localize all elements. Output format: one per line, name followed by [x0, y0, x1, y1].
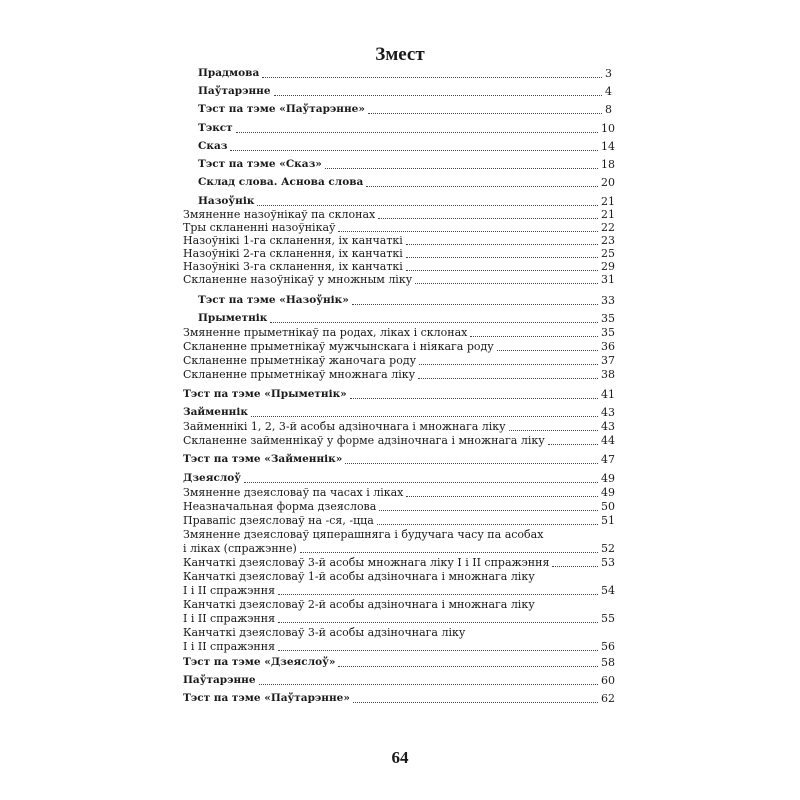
- toc-entry-page: 58: [601, 656, 615, 669]
- dot-leader: [278, 649, 598, 651]
- toc-entry[interactable]: [183, 640, 615, 653]
- dot-leader: [270, 321, 598, 323]
- toc-entry[interactable]: [198, 312, 615, 325]
- toc-entry-label: I і II спражэння: [183, 612, 276, 625]
- dot-leader: [406, 256, 598, 258]
- toc-entry-label: Скланенне назоўнікаў у множным ліку: [183, 273, 413, 286]
- toc-entry-label: Прадмова: [198, 67, 260, 79]
- toc-entry-label: Правапіс дзеясловаў на -ся, -цца: [183, 514, 374, 527]
- dot-leader: [274, 94, 602, 96]
- dot-leader: [470, 335, 598, 337]
- toc-entry-page: 25: [601, 247, 615, 260]
- toc-entry-page: 21: [601, 195, 615, 208]
- dot-leader: [350, 397, 598, 399]
- toc-entry-page: 44: [601, 434, 615, 447]
- toc-entry[interactable]: [183, 354, 615, 367]
- dot-leader: [338, 230, 598, 232]
- toc-entry-label: Назоўнікі 2-га скланення, іх канчаткі: [183, 247, 403, 260]
- toc-entry[interactable]: [198, 103, 612, 116]
- dot-leader: [259, 683, 598, 685]
- dot-leader: [353, 701, 598, 703]
- toc-entry-label: Назоўнік: [198, 195, 255, 207]
- toc-entry-page: 47: [601, 453, 615, 466]
- toc-entry-page: 21: [601, 208, 615, 221]
- toc-entry-page: 38: [601, 368, 615, 381]
- dot-leader: [406, 269, 598, 271]
- toc-entry-label: Паўтарэнне: [198, 85, 271, 97]
- toc-entry[interactable]: [198, 176, 615, 189]
- toc-entry[interactable]: [183, 208, 615, 221]
- toc-entry-page: 10: [601, 122, 615, 135]
- toc-entry-label: I і II спражэння: [183, 640, 276, 653]
- toc-entry-page: 14: [601, 140, 615, 153]
- toc-entry[interactable]: [183, 234, 615, 247]
- dot-leader: [509, 429, 598, 431]
- dot-leader: [230, 149, 598, 151]
- toc-entry[interactable]: [183, 556, 615, 569]
- toc-entry-page: 33: [601, 294, 615, 307]
- toc-entry-label: Скланенне прыметнікаў множнага ліку: [183, 368, 416, 381]
- dot-leader: [497, 349, 598, 351]
- toc-entry-page: 29: [601, 260, 615, 273]
- toc-entry[interactable]: [183, 692, 615, 705]
- toc-entry[interactable]: [183, 368, 615, 381]
- dot-leader: [368, 112, 602, 114]
- dot-leader: [251, 415, 598, 417]
- toc-entry-label: Змяненне назоўнікаў па склонах: [183, 208, 376, 221]
- dot-leader: [257, 204, 598, 206]
- toc-entry[interactable]: [198, 195, 615, 208]
- toc-entry[interactable]: [183, 434, 615, 447]
- dot-leader: [378, 217, 598, 219]
- page-title: Змест: [375, 44, 425, 65]
- dot-leader: [262, 76, 602, 78]
- toc-entry[interactable]: [183, 388, 615, 401]
- dot-leader: [418, 377, 598, 379]
- toc-entry[interactable]: [198, 140, 615, 153]
- toc-entry[interactable]: [183, 453, 615, 466]
- toc-entry-label-line1: Канчаткі дзеясловаў 3-й асобы адзіночнага ліку: [183, 626, 466, 639]
- page-number: 64: [391, 748, 409, 767]
- toc-entry-label: Назоўнікі 3-га скланення, іх канчаткі: [183, 260, 403, 273]
- toc-entry[interactable]: [183, 584, 615, 597]
- toc-entry[interactable]: [183, 260, 615, 273]
- toc-entry-page: 56: [601, 640, 615, 653]
- dot-leader: [236, 131, 598, 133]
- dot-leader: [345, 462, 598, 464]
- toc-entry-page: 55: [601, 612, 615, 625]
- dot-leader: [406, 495, 598, 497]
- dot-leader: [415, 282, 598, 284]
- toc-entry[interactable]: [198, 85, 612, 98]
- toc-entry-page: 37: [601, 354, 615, 367]
- toc-entry[interactable]: [183, 326, 615, 339]
- toc-entry-label: I і II спражэння: [183, 584, 276, 597]
- toc-entry[interactable]: [198, 294, 615, 307]
- toc-entry-page: 51: [601, 514, 615, 527]
- toc-entry-label: Тэст па тэме «Прыметнік»: [183, 388, 347, 400]
- toc-entry-page: 35: [601, 312, 615, 325]
- toc-entry-label: Паўтарэнне: [183, 674, 256, 686]
- toc-entry-label-line1: Канчаткі дзеясловаў 1-й асобы адзіночнага і множнага ліку: [183, 570, 535, 583]
- toc-entry[interactable]: [183, 612, 615, 625]
- toc-entry-page: 8: [605, 103, 612, 116]
- toc-entry-label: Займеннік: [183, 406, 248, 418]
- toc-entry-label: Тэст па тэме «Дзеяслоў»: [183, 656, 336, 668]
- toc-entry-page: 4: [605, 85, 612, 98]
- table-of-contents: [0, 66, 800, 716]
- toc-entry[interactable]: [198, 122, 615, 135]
- toc-entry[interactable]: [198, 158, 615, 171]
- toc-entry-page: 53: [601, 556, 615, 569]
- dot-leader: [419, 363, 598, 365]
- toc-entry[interactable]: [183, 273, 615, 286]
- dot-leader: [338, 665, 598, 667]
- toc-entry[interactable]: [198, 67, 612, 80]
- dot-leader: [379, 509, 598, 511]
- toc-entry-label: Сказ: [198, 140, 228, 152]
- toc-entry-page: 60: [601, 674, 615, 687]
- toc-entry-page: 54: [601, 584, 615, 597]
- toc-entry-page: 20: [601, 176, 615, 189]
- toc-entry[interactable]: [183, 514, 615, 527]
- toc-entry-page: 31: [601, 273, 615, 286]
- toc-entry-page: 36: [601, 340, 615, 353]
- dot-leader: [325, 167, 598, 169]
- toc-entry-label: Тэкст: [198, 122, 233, 134]
- dot-leader: [552, 565, 598, 567]
- toc-entry[interactable]: [183, 542, 615, 555]
- toc-entry[interactable]: [183, 406, 615, 419]
- dot-leader: [300, 551, 598, 553]
- toc-entry[interactable]: [183, 247, 615, 260]
- toc-entry-label: Дзеяслоў: [183, 472, 241, 484]
- toc-entry-label: Тры скланенні назоўнікаў: [183, 221, 336, 234]
- toc-entry[interactable]: [183, 674, 615, 687]
- dot-leader: [377, 523, 598, 525]
- toc-entry-label: Назоўнікі 1-га скланення, іх канчаткі: [183, 234, 403, 247]
- toc-entry-label: Тэст па тэме «Паўтарэнне»: [198, 103, 365, 115]
- dot-leader: [244, 481, 598, 483]
- toc-entry[interactable]: [183, 340, 615, 353]
- toc-entry-label: Тэст па тэме «Займеннік»: [183, 453, 343, 465]
- toc-entry-page: 18: [601, 158, 615, 171]
- toc-entry-page: 23: [601, 234, 615, 247]
- toc-entry-label-line1: Змяненне дзеясловаў цяперашняга і будучага часу па асобах: [183, 528, 544, 541]
- toc-entry-page: 50: [601, 500, 615, 513]
- toc-entry-label-line1: Канчаткі дзеясловаў 2-й асобы адзіночнага і множнага ліку: [183, 598, 535, 611]
- toc-entry-label: Змяненне дзеясловаў па часах і ліках: [183, 486, 404, 499]
- toc-entry-page: 41: [601, 388, 615, 401]
- toc-entry-label: Скланенне прыметнікаў мужчынскага і ніякага роду: [183, 340, 494, 353]
- toc-entry-label: Склад слова. Аснова слова: [198, 176, 364, 188]
- toc-entry[interactable]: [183, 486, 615, 499]
- dot-leader: [366, 185, 598, 187]
- toc-entry-page: 49: [601, 472, 615, 485]
- dot-leader: [278, 621, 598, 623]
- toc-entry-label: і ліках (спражэнне): [183, 542, 297, 555]
- toc-entry-page: 43: [601, 420, 615, 433]
- toc-entry[interactable]: [183, 472, 615, 485]
- toc-entry-page: 3: [605, 67, 612, 80]
- toc-entry-page: 22: [601, 221, 615, 234]
- toc-entry-label: Змяненне прыметнікаў па родах, ліках і склонах: [183, 326, 468, 339]
- toc-entry-page: 49: [601, 486, 615, 499]
- toc-entry-label: Неазначальная форма дзеяслова: [183, 500, 377, 513]
- toc-entry-label: Тэст па тэме «Назоўнік»: [198, 294, 349, 306]
- dot-leader: [278, 593, 598, 595]
- dot-leader: [352, 303, 598, 305]
- toc-entry-page: 43: [601, 406, 615, 419]
- toc-entry-label: Скланенне займеннікаў у форме адзіночнага і множнага ліку: [183, 434, 545, 447]
- toc-entry[interactable]: [183, 221, 615, 234]
- toc-entry[interactable]: [183, 500, 615, 513]
- toc-entry-page: 62: [601, 692, 615, 705]
- toc-entry[interactable]: [183, 656, 615, 669]
- toc-entry-label: Тэст па тэме «Паўтарэнне»: [183, 692, 350, 704]
- toc-entry-label: Тэст па тэме «Сказ»: [198, 158, 322, 170]
- dot-leader: [548, 443, 598, 445]
- toc-entry-label: Канчаткі дзеясловаў 3-й асобы множнага ліку I і II спражэння: [183, 556, 550, 569]
- toc-entry-page: 52: [601, 542, 615, 555]
- toc-entry-page: 35: [601, 326, 615, 339]
- toc-entry-label: Займеннікі 1, 2, 3-й асобы адзіночнага і множнага ліку: [183, 420, 506, 433]
- toc-entry-label: Прыметнік: [198, 312, 268, 324]
- toc-entry[interactable]: [183, 420, 615, 433]
- dot-leader: [406, 243, 598, 245]
- toc-entry-label: Скланенне прыметнікаў жаночага роду: [183, 354, 417, 367]
